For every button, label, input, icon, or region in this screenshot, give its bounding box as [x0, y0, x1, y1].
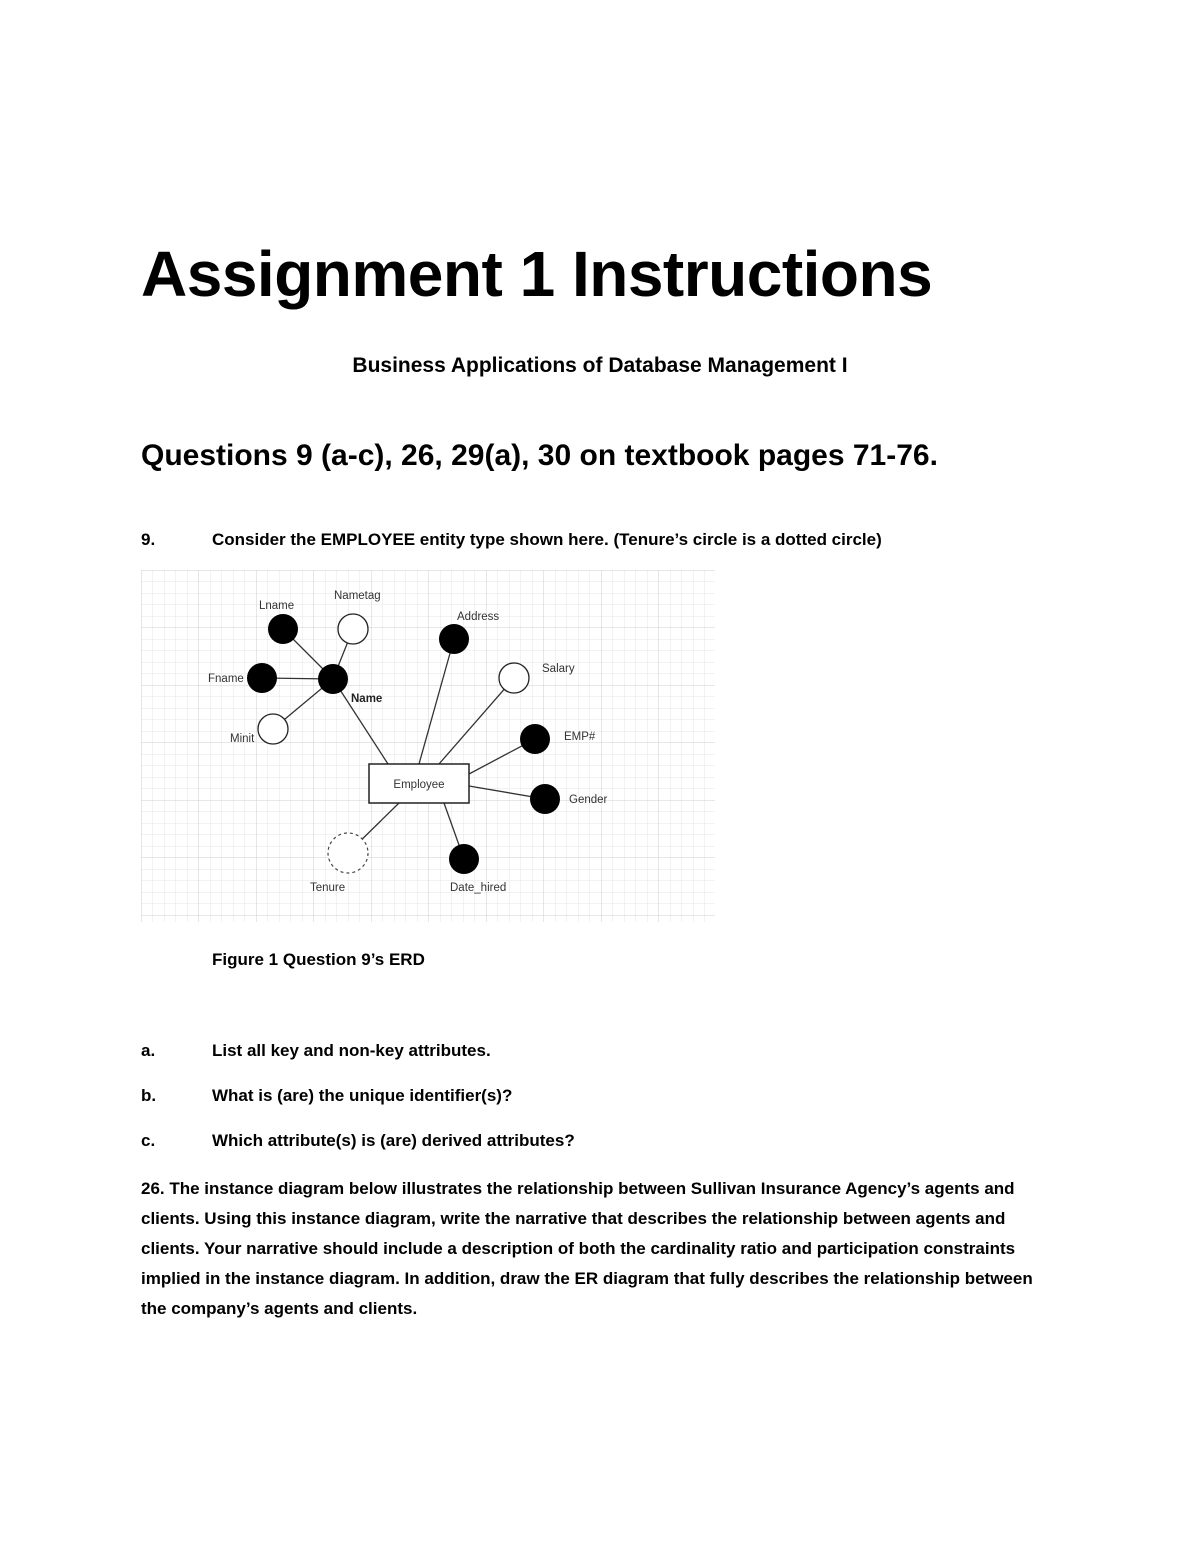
questions-heading: Questions 9 (a-c), 26, 29(a), 30 on textbook pages 71-76. [141, 439, 938, 472]
salary-attribute-circle [499, 663, 529, 693]
gender-label: Gender [569, 794, 608, 806]
erd-diagram [141, 570, 715, 922]
name-attribute-circle [318, 664, 348, 694]
subquestion-c-text: Which attribute(s) is (are) derived attributes? [212, 1131, 575, 1150]
figure-caption: Figure 1 Question 9’s ERD [212, 950, 425, 969]
subquestion-b [141, 1084, 512, 1108]
course-subtitle [0, 352, 1200, 380]
emp-label: EMP# [564, 731, 596, 743]
question-26-line: 26. The instance diagram below illustrates the relationship between Sullivan Insurance Agency’s agents and [141, 1179, 1015, 1198]
tenure-label: Tenure [310, 882, 346, 894]
subquestion-b-text: What is (are) the unique identifier(s)? [212, 1086, 513, 1105]
date-hired-label: Date_hired [450, 882, 507, 894]
lname-attribute-circle [268, 614, 298, 644]
employee-entity-label: Employee [393, 779, 445, 791]
subquestion-a [141, 1039, 491, 1063]
question-9 [141, 528, 882, 552]
question-9-text: Consider the EMPLOYEE entity type shown here. (Tenure’s circle is a dotted circle) [212, 530, 882, 549]
page-title: Assignment 1 Instructions [141, 238, 933, 310]
subquestion-a-text: List all key and non-key attributes. [212, 1041, 491, 1060]
minit-attribute-circle [258, 714, 288, 744]
question-26-line: clients. Your narrative should include a description of both the cardinality ratio and participation constraints [141, 1239, 1016, 1258]
question-26-line: the company’s agents and clients. [141, 1299, 418, 1318]
nametag-attribute-circle [338, 614, 368, 644]
subquestion-b-letter: b. [141, 1086, 157, 1105]
salary-label: Salary [542, 663, 575, 675]
course-subtitle-text: Business Applications of Database Management I [352, 354, 848, 377]
subquestion-c [141, 1129, 575, 1153]
erd-figure [141, 570, 715, 922]
fname-label: Fname [208, 673, 244, 685]
question-9-number: 9. [141, 530, 156, 549]
question-26-line: clients. Using this instance diagram, write the narrative that describes the relationship between agents and [141, 1209, 1006, 1228]
gender-attribute-circle [530, 784, 560, 814]
question-26-paragraph [141, 1174, 1061, 1324]
nametag-label: Nametag [334, 590, 381, 602]
subquestion-c-letter: c. [141, 1131, 156, 1150]
lname-label: Lname [259, 600, 295, 612]
address-label: Address [457, 611, 500, 623]
date-hired-attribute-circle [449, 844, 479, 874]
minit-label: Minit [230, 733, 255, 745]
name-label: Name [351, 693, 383, 705]
emp-attribute-circle [520, 724, 550, 754]
subquestion-a-letter: a. [141, 1041, 156, 1060]
question-26-line: implied in the instance diagram. In addition, draw the ER diagram that fully describes the relationship between [141, 1269, 1033, 1288]
address-attribute-circle [439, 624, 469, 654]
diagram-grid [141, 570, 715, 922]
fname-attribute-circle [247, 663, 277, 693]
tenure-attribute-circle [328, 833, 368, 873]
